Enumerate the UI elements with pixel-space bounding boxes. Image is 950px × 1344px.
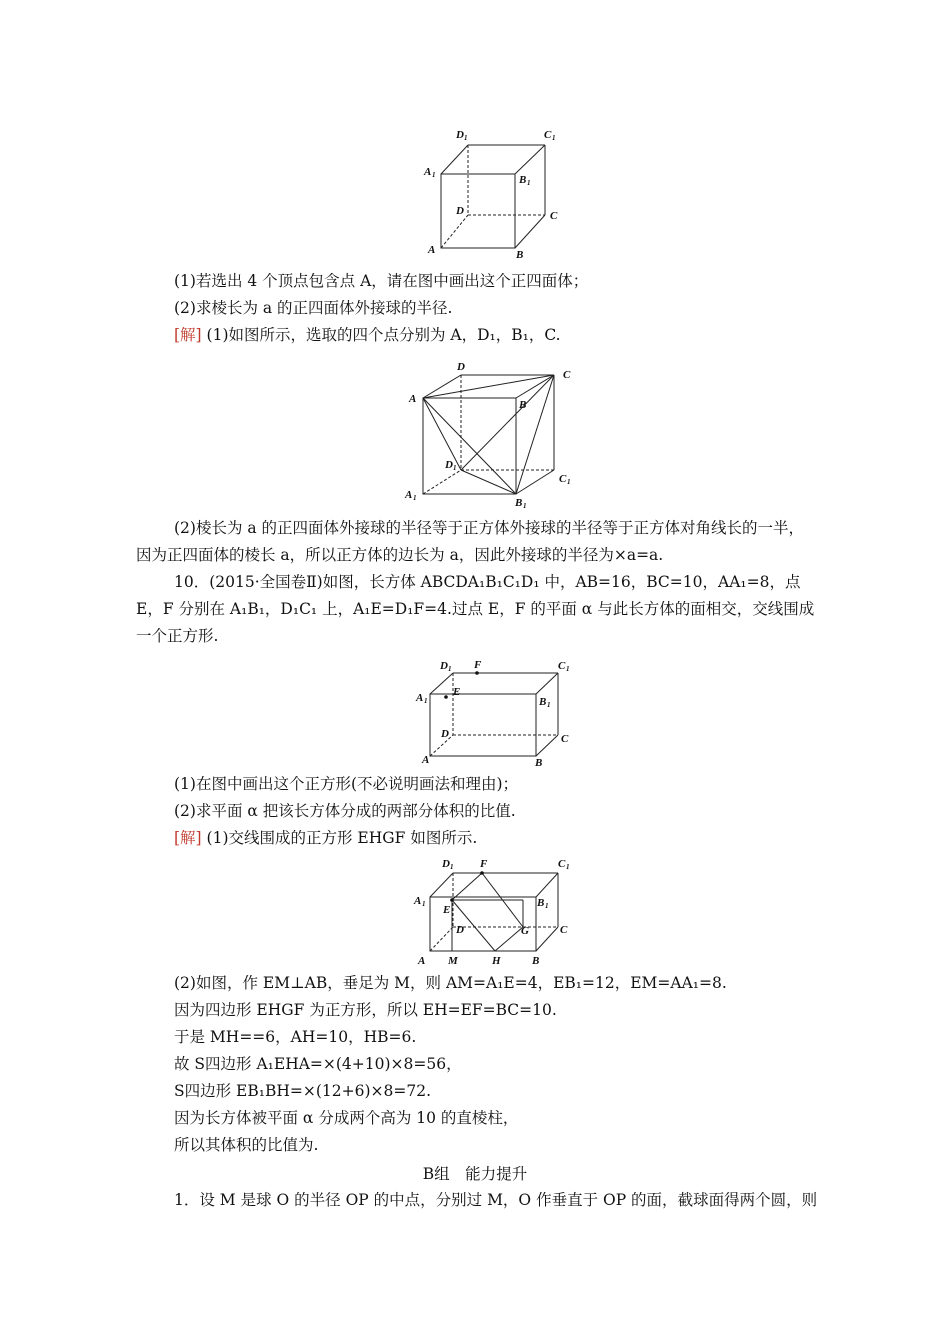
step-4: 故 S四边形 A₁EHA=×(4+10)×8=56，: [174, 1055, 462, 1073]
step-6: 因为长方体被平面 α 分成两个高为 10 的直棱柱，: [174, 1109, 519, 1127]
label-A1: A: [424, 166, 432, 178]
label-B: B: [535, 757, 543, 767]
cube-tetrahedron-figure: [403, 358, 583, 513]
label-A1: A: [416, 692, 424, 704]
label-B: B: [532, 955, 540, 967]
label-F: F: [480, 858, 488, 870]
label-D1: D: [442, 858, 450, 870]
label-D1: D: [440, 660, 448, 672]
label-D1: D: [456, 129, 464, 141]
label-C: C: [550, 210, 558, 222]
label-C: C: [560, 924, 568, 936]
label-E: E: [443, 904, 451, 916]
label-B: B: [516, 249, 524, 260]
label-A: A: [418, 955, 426, 967]
label-B1: B: [519, 174, 527, 186]
svg-text:1: 1: [453, 464, 457, 472]
label-B: B: [519, 399, 527, 411]
svg-text:1: 1: [545, 902, 549, 910]
section-title: B组 能力提升: [422, 1165, 528, 1183]
step-1: (2)如图，作 EM⊥AB，垂足为 M，则 AM=A₁E=4，EB₁=12，EM=AA₁=8.: [174, 974, 727, 992]
question-10-1: (1)在图中画出这个正方形(不必说明画法和理由)；: [174, 775, 519, 793]
label-B1: B: [539, 696, 547, 708]
svg-text:1: 1: [448, 665, 452, 673]
svg-text:1: 1: [527, 179, 531, 187]
label-D: D: [456, 924, 464, 936]
label-C1: C: [558, 858, 566, 870]
label-B1: B: [537, 897, 545, 909]
label-C1: C: [544, 129, 552, 141]
svg-text:1: 1: [432, 171, 436, 179]
problem-10: 10．(2015·全国卷Ⅱ)如图，长方体 ABCDA₁B₁C₁D₁ 中，AB=16，BC=10，AA₁=8，点 E，F 分别在 A₁B₁，D₁C₁ 上，A₁E=D₁F=4.过点 E，F 的平面 α 与此长方体的面相交，交线围成一个正方形.: [136, 573, 815, 645]
label-A: A: [409, 393, 417, 405]
label-C: C: [561, 733, 569, 745]
svg-text:1: 1: [566, 665, 570, 673]
label-C1: C: [559, 473, 567, 485]
step-7: 所以其体积的比值为.: [174, 1136, 319, 1154]
solution-10-1: [解] (1)交线围成的正方形 EHGF 如图所示.: [174, 829, 478, 847]
svg-text:1: 1: [413, 494, 417, 502]
label-H: H: [492, 955, 501, 967]
label-A1: A: [405, 489, 413, 501]
cube-figure-1: [420, 125, 570, 260]
cuboid-square-figure: [410, 853, 580, 968]
label-A: A: [428, 244, 436, 256]
question-1: (1)若选出 4 个顶点包含点 A，请在图中画出这个正四面体；: [174, 272, 589, 290]
svg-text:1: 1: [547, 701, 551, 709]
svg-text:1: 1: [450, 863, 454, 871]
solution-2: (2)棱长为 a 的正四面体外接球的半径等于正方体外接球的半径等于正方体对角线长的一半，因为正四面体的棱长 a，所以正方体的边长为 a，因此外接球的半径为×a=a.: [136, 519, 805, 564]
svg-text:1: 1: [422, 900, 426, 908]
cuboid-figure: [410, 657, 580, 767]
label-G: G: [521, 925, 529, 937]
label-F: F: [474, 659, 482, 671]
step-2: 因为四边形 EHGF 为正方形，所以 EH=EF=BC=10.: [174, 1001, 557, 1019]
label-D: D: [456, 205, 464, 217]
svg-text:1: 1: [552, 134, 556, 142]
svg-text:1: 1: [523, 502, 527, 510]
question-10-2: (2)求平面 α 把该长方体分成的两部分体积的比值.: [174, 802, 516, 820]
label-A: A: [422, 754, 430, 766]
step-3: 于是 MH==6，AH=10，HB=6.: [174, 1028, 417, 1046]
label-C: C: [563, 369, 571, 381]
label-D: D: [457, 361, 465, 373]
label-D1: D: [445, 459, 453, 471]
question-2: (2)求棱长为 a 的正四面体外接球的半径.: [174, 299, 453, 317]
label-E: E: [453, 686, 461, 698]
label-C1: C: [558, 660, 566, 672]
problem-b1: 1．设 M 是球 O 的半径 OP 的中点，分别过 M，O 作垂直于 OP 的面，截球面得两个圆，则: [174, 1191, 818, 1209]
svg-text:1: 1: [464, 134, 468, 142]
label-A1: A: [414, 895, 422, 907]
svg-text:1: 1: [566, 863, 570, 871]
step-5: S四边形 EB₁BH=×(12+6)×8=72.: [174, 1082, 431, 1100]
svg-text:1: 1: [424, 697, 428, 705]
svg-text:1: 1: [567, 478, 571, 486]
label-B1: B: [515, 497, 523, 509]
solution-1: [解] (1)如图所示，选取的四个点分别为 A，D₁，B₁，C.: [174, 326, 561, 344]
label-M: M: [448, 955, 458, 967]
label-D: D: [441, 728, 449, 740]
